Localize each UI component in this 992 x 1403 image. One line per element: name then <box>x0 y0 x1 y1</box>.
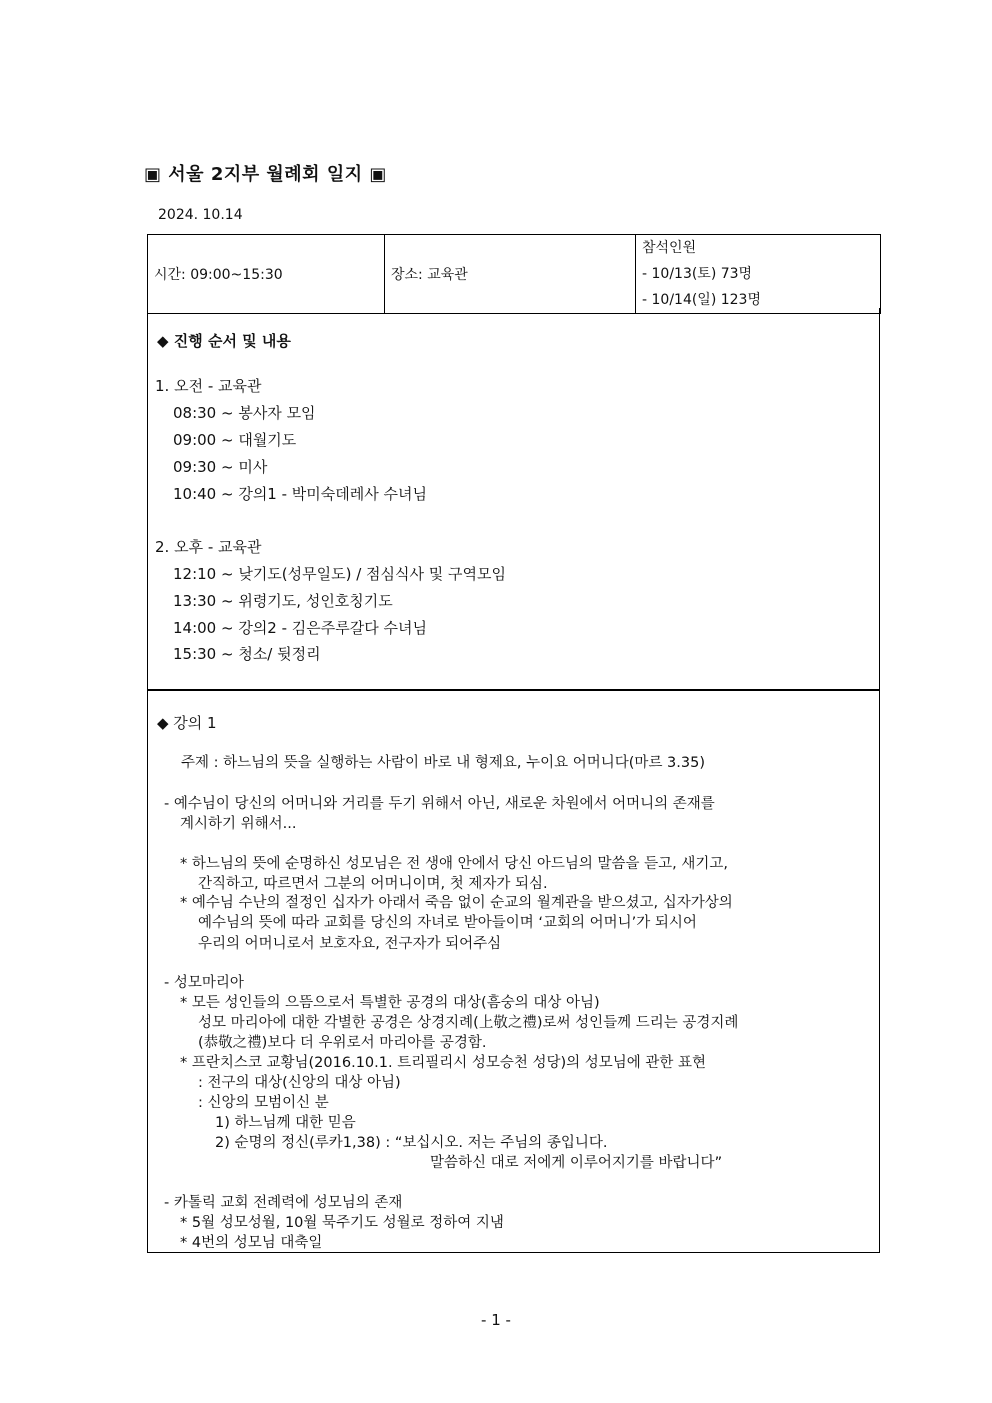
pm-item: 12:10 ~ 낮기도(성무일도) / 점심식사 및 구역모임 <box>173 565 507 583</box>
lecture-line: 간직하고, 따르면서 그분의 어머니이며, 첫 제자가 되심. <box>198 876 548 892</box>
attendance-label: 참석인원 <box>642 240 697 256</box>
schedule-section <box>147 308 880 690</box>
pm-item: 15:30 ~ 청소/ 뒷정리 <box>173 645 321 663</box>
pm-item: 13:30 ~ 위령기도, 성인호칭기도 <box>173 592 393 610</box>
pm-title: 2. 오후 - 교육관 <box>155 538 262 556</box>
lecture-line: * 하느님의 뜻에 순명하신 성모님은 전 생애 안에서 당신 아드님의 말씀을 듣고, 새기고, <box>180 856 729 872</box>
lecture-line: - 성모마리아 <box>164 975 244 991</box>
lecture-line: 계시하기 위해서... <box>180 816 297 832</box>
document-title: ▣ 서울 2지부 월례회 일지 ▣ <box>144 164 387 185</box>
lecture-line: * 4번의 성모님 대축일 <box>180 1235 323 1251</box>
lecture-line: 2) 순명의 정신(루카1,38) : “보십시오. 저는 주님의 종입니다. <box>215 1135 608 1151</box>
am-item: 09:00 ~ 대월기도 <box>173 431 297 449</box>
lecture-line: 예수님의 뜻에 따라 교회를 당신의 자녀로 받아들이며 ‘교회의 어머니’가 되시어 <box>198 915 697 931</box>
lecture-line: : 전구의 대상(신앙의 대상 아님) <box>198 1075 401 1091</box>
page-number: - 1 - <box>481 1311 511 1329</box>
attendance-day1: - 10/13(토) 73명 <box>642 266 753 282</box>
am-item: 09:30 ~ 미사 <box>173 458 268 476</box>
lecture-line: - 예수님이 당신의 어머니와 거리를 두기 위해서 아닌, 새로운 차원에서 어머니의 존재를 <box>164 796 715 812</box>
lecture-line: * 5월 성모성월, 10월 묵주기도 성월로 정하여 지냄 <box>180 1215 504 1231</box>
time-cell: 시간: 09:00~15:30 <box>148 235 385 314</box>
lecture-line: (恭敬之禮)보다 더 우위로서 마리아를 공경함. <box>198 1035 487 1051</box>
lecture-topic: 주제 : 하느님의 뜻을 실행하는 사람이 바로 내 형제요, 누이요 어머니다(마르 3.35) <box>181 755 706 771</box>
lecture-line: 1) 하느님께 대한 믿음 <box>215 1115 356 1131</box>
lecture-line: 말씀하신 대로 저에게 이루어지기를 바랍니다” <box>430 1155 723 1171</box>
schedule-heading: ◆ 진행 순서 및 내용 <box>157 332 291 350</box>
info-table <box>147 234 881 314</box>
lecture-line: * 프란치스코 교황님(2016.10.1. 트리필리시 성모승천 성당)의 성모님에 관한 표현 <box>180 1055 707 1071</box>
place-cell: 장소: 교육관 <box>385 235 636 314</box>
am-item: 10:40 ~ 강의1 - 박미숙데레사 수녀님 <box>173 485 427 503</box>
lecture-section <box>147 690 880 1253</box>
am-title: 1. 오전 - 교육관 <box>155 377 262 395</box>
lecture-line: * 예수님 수난의 절정인 십자가 아래서 죽음 없이 순교의 월계관을 받으셨고, 십자가상의 <box>180 895 733 911</box>
am-item: 08:30 ~ 봉사자 모임 <box>173 404 316 422</box>
lecture-line: * 모든 성인들의 으뜸으로서 특별한 공경의 대상(흠숭의 대상 아님) <box>180 995 600 1011</box>
lecture-heading: ◆ 강의 1 <box>157 714 217 732</box>
lecture-line: 성모 마리아에 대한 각별한 공경은 상경지례(上敬之禮)로써 성인들께 드리는 공경지례 <box>198 1015 739 1031</box>
attendance-cell <box>636 235 881 314</box>
lecture-line: 우리의 어머니로서 보호자요, 전구자가 되어주심 <box>198 936 502 952</box>
pm-item: 14:00 ~ 강의2 - 김은주루갈다 수녀님 <box>173 619 427 637</box>
lecture-line: : 신앙의 모범이신 분 <box>198 1095 329 1111</box>
attendance-day2: - 10/14(일) 123명 <box>642 292 761 308</box>
lecture-line: - 카톨릭 교회 전례력에 성모님의 존재 <box>164 1195 403 1211</box>
document-date: 2024. 10.14 <box>158 207 243 223</box>
